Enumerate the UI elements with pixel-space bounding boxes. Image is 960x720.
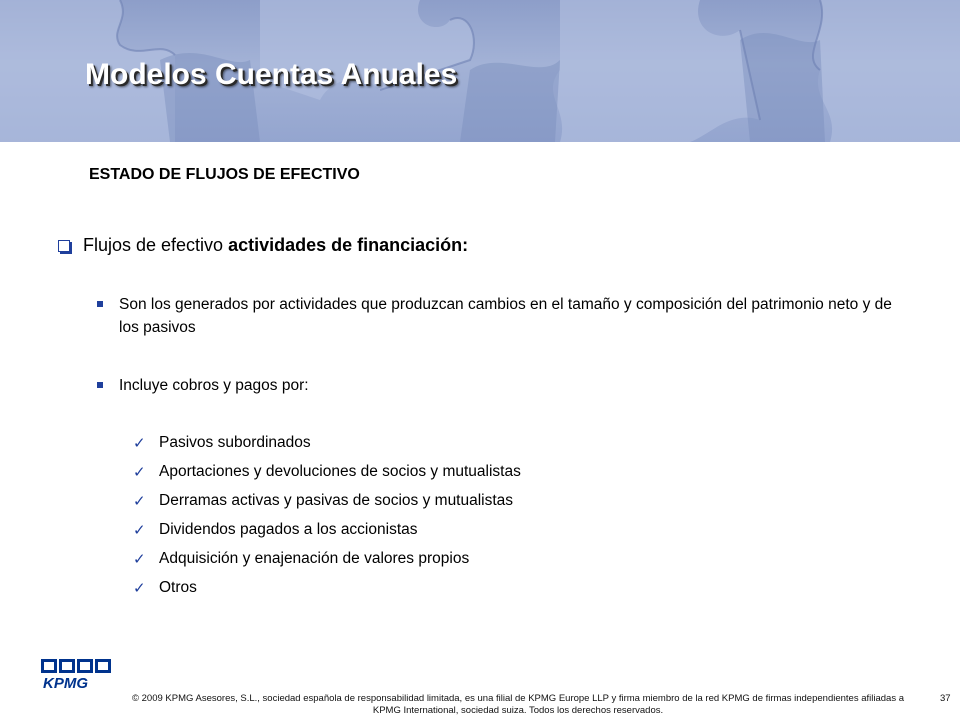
checkmark-icon: ✓	[133, 492, 146, 510]
checklist	[133, 431, 521, 605]
checklist-item-text: Derramas activas y pasivas de socios y mutualistas	[159, 492, 514, 509]
sub-bullet	[97, 293, 897, 339]
sub-bullet-text: Incluye cobros y pagos por:	[119, 377, 309, 394]
checklist-item-text: Dividendos pagados a los accionistas	[159, 521, 418, 538]
checklist-item	[133, 489, 521, 518]
hollow-square-icon	[58, 240, 70, 252]
copyright-notice: © 2009 KPMG Asesores, S.L., sociedad española de responsabilidad limitada, es una filial de KPMG Europe LLP y firma miembro de la red KPMG de firmas independientes afiliadas a KPMG International, sociedad suiza. Todos los derechos reservados.	[132, 693, 904, 716]
section-heading: ESTADO DE FLUJOS DE EFECTIVO	[89, 166, 360, 183]
checklist-item-text: Adquisición y enajenación de valores propios	[159, 550, 470, 567]
sub-bullet	[97, 374, 897, 397]
slide-title: Modelos Cuentas Anuales	[85, 58, 458, 91]
filled-square-icon	[97, 382, 103, 388]
checkmark-icon: ✓	[133, 521, 146, 539]
checklist-item-text: Aportaciones y devoluciones de socios y mutualistas	[159, 463, 521, 480]
checklist-item	[133, 518, 521, 547]
main-bullet-prefix: Flujos de efectivo	[83, 235, 224, 255]
checklist-item-text: Pasivos subordinados	[159, 434, 311, 451]
checkmark-icon: ✓	[133, 579, 146, 597]
checkmark-icon: ✓	[133, 550, 146, 568]
checkmark-icon: ✓	[133, 463, 146, 481]
checklist-item	[133, 431, 521, 460]
checkmark-icon: ✓	[133, 434, 146, 452]
checklist-item	[133, 576, 521, 605]
checklist-item	[133, 547, 521, 576]
kpmg-logo	[41, 659, 113, 689]
main-bullet-emphasis: actividades de financiación:	[228, 235, 469, 255]
logo-text: KPMG	[43, 675, 88, 689]
main-bullet	[58, 235, 468, 256]
page-number: 37	[940, 693, 951, 704]
checklist-item-text: Otros	[159, 579, 197, 596]
filled-square-icon	[97, 301, 103, 307]
sub-bullet-text: Son los generados por actividades que produzcan cambios en el tamaño y composición del patrimonio neto y de los pasivos	[119, 296, 892, 336]
checklist-item	[133, 460, 521, 489]
